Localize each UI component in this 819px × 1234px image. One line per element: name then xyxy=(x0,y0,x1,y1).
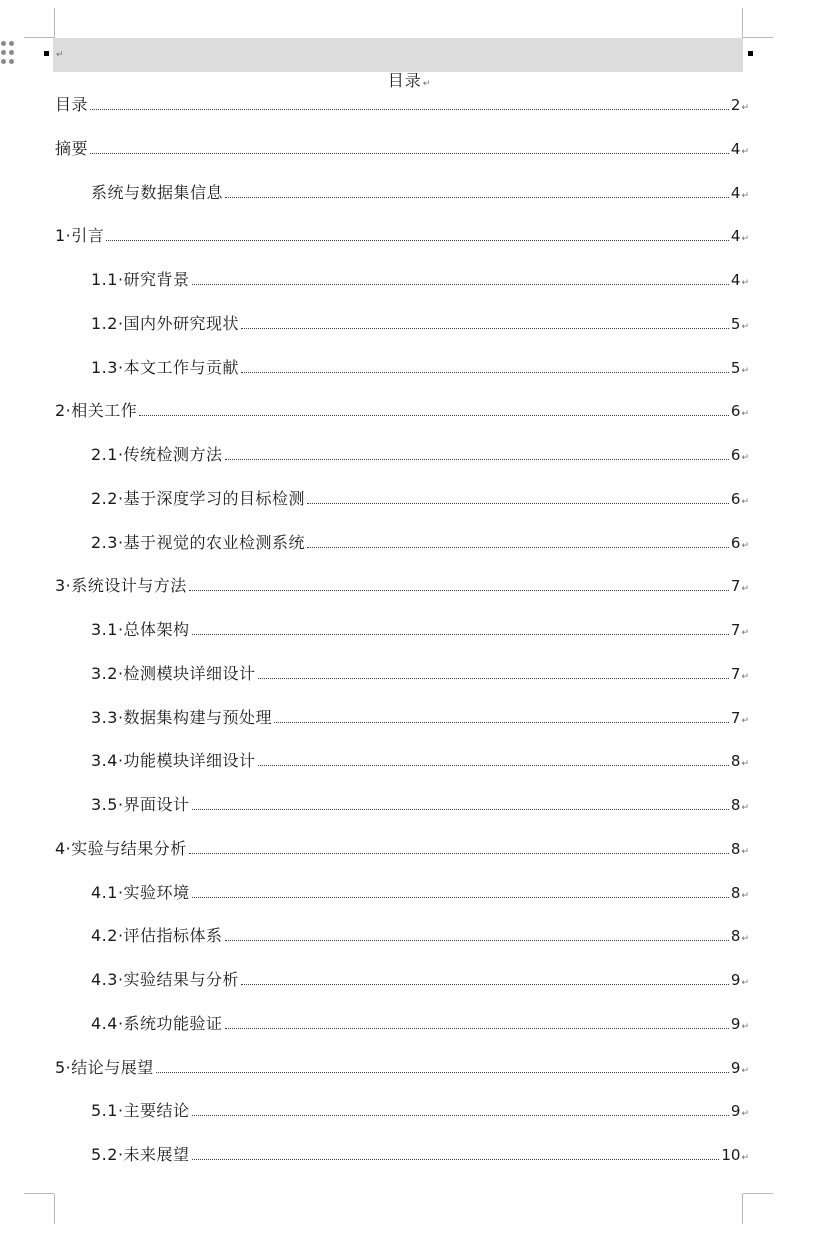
toc-entry[interactable] xyxy=(91,663,749,685)
toc-dot-leader xyxy=(225,197,729,198)
toc-entry-text: 3.5·界面设计 xyxy=(91,795,190,814)
paragraph-mark-icon: ↵ xyxy=(741,846,749,857)
crop-mark-top-left-v xyxy=(54,8,55,38)
toc-dot-leader xyxy=(225,459,729,460)
drag-handle-icon[interactable] xyxy=(0,38,15,73)
toc-entry-text: 3.1·总体架构 xyxy=(91,620,190,639)
toc-title xyxy=(0,70,819,95)
paragraph-mark-icon: ↵ xyxy=(741,759,749,770)
toc-entry[interactable] xyxy=(91,969,749,991)
crop-mark-bottom-left-h xyxy=(24,1193,54,1194)
toc-page-number: 6 xyxy=(730,533,741,552)
toc-page-number: 4 xyxy=(730,271,741,289)
toc-entry[interactable] xyxy=(91,269,749,291)
toc-entry-text: 5.1·主要结论 xyxy=(91,1101,190,1121)
toc-entry-text: 1.2·国内外研究现状 xyxy=(91,313,240,333)
toc-entry[interactable] xyxy=(91,707,749,729)
toc-entry-text: 1·引言 xyxy=(55,226,105,246)
toc-entry-text: 3.4·功能模块详细设计 xyxy=(91,751,256,771)
toc-entry[interactable] xyxy=(91,619,749,641)
toc-entry[interactable] xyxy=(91,1144,749,1166)
toc-entry-text: 系统与数据集信息 xyxy=(91,182,224,202)
toc-entry[interactable] xyxy=(91,313,749,335)
toc-page-number: 9 xyxy=(730,1014,741,1033)
toc-entry-text: 1.1·研究背景 xyxy=(91,270,190,289)
paragraph-mark-icon: ↵ xyxy=(56,50,64,60)
toc-dot-leader xyxy=(241,328,729,329)
toc-dot-leader xyxy=(192,1115,729,1116)
toc-entry[interactable] xyxy=(91,182,749,204)
toc-entry[interactable] xyxy=(55,838,749,860)
toc-entry[interactable] xyxy=(55,225,749,247)
toc-page-number: 6 xyxy=(730,489,741,508)
toc-dot-leader xyxy=(156,1072,729,1073)
crop-mark-bottom-left-v xyxy=(54,1194,55,1224)
paragraph-mark-icon: ↵ xyxy=(422,79,432,89)
toc-entry-text: 3.3·数据集构建与预处理 xyxy=(91,707,273,727)
toc-dot-leader xyxy=(225,940,729,941)
toc-dot-leader xyxy=(192,897,729,898)
paragraph-mark-icon: ↵ xyxy=(741,1153,749,1163)
paragraph-mark-icon: ↵ xyxy=(741,278,749,288)
toc-entry[interactable] xyxy=(91,925,749,947)
toc-page-number: 10 xyxy=(721,1146,741,1164)
toc-page-number: 7 xyxy=(730,621,741,639)
toc-dot-leader xyxy=(192,634,729,635)
toc-entry[interactable] xyxy=(91,488,749,510)
toc-page-number: 4 xyxy=(730,227,741,246)
selection-handle-right[interactable] xyxy=(748,51,753,56)
paragraph-mark-icon: ↵ xyxy=(741,934,749,945)
toc-entry-text: 2.3·基于视觉的农业检测系统 xyxy=(91,532,306,552)
paragraph-mark-icon: ↵ xyxy=(741,234,749,245)
toc-entry[interactable] xyxy=(91,444,749,466)
toc-entry[interactable] xyxy=(55,575,749,597)
toc-entry-text: 3.2·检测模块详细设计 xyxy=(91,663,256,683)
toc-dot-leader xyxy=(192,809,729,810)
toc-entry[interactable] xyxy=(55,1057,749,1079)
toc-dot-leader xyxy=(189,853,729,854)
paragraph-mark-icon: ↵ xyxy=(741,365,749,376)
toc-entry[interactable] xyxy=(91,357,749,379)
toc-entry-text: 2.1·传统检测方法 xyxy=(91,445,223,464)
crop-mark-top-right-h xyxy=(743,37,773,38)
toc-entry-text: 2·相关工作 xyxy=(55,401,138,421)
toc-dot-leader xyxy=(225,1028,729,1029)
paragraph-mark-icon: ↵ xyxy=(741,715,749,726)
paragraph-mark-icon: ↵ xyxy=(741,628,749,638)
toc-entry[interactable] xyxy=(55,94,749,116)
toc-page-number: 8 xyxy=(730,839,741,858)
paragraph-mark-icon: ↵ xyxy=(741,496,749,507)
paragraph-mark-icon: ↵ xyxy=(741,978,749,988)
toc-page-number: 7 xyxy=(730,708,741,727)
toc-dot-leader xyxy=(90,153,729,154)
paragraph-mark-icon: ↵ xyxy=(741,321,749,332)
toc-dot-leader xyxy=(192,284,729,285)
toc-entry-text: 4·实验与结果分析 xyxy=(55,838,187,858)
toc-entry-text: 4.4·系统功能验证 xyxy=(91,1013,223,1033)
paragraph-mark-icon: ↵ xyxy=(741,584,749,595)
crop-mark-top-right-v xyxy=(742,8,743,38)
toc-page-number: 9 xyxy=(730,1058,741,1077)
toc-page-number: 4 xyxy=(730,183,741,202)
toc-entry-text: 4.2·评估指标体系 xyxy=(91,926,223,946)
toc-entry[interactable] xyxy=(91,794,749,816)
toc-dot-leader xyxy=(258,678,729,679)
toc-entry-text: 目录 xyxy=(55,95,89,114)
toc-dot-leader xyxy=(258,765,729,766)
paragraph-mark-icon: ↵ xyxy=(741,803,749,813)
toc-page-number: 7 xyxy=(730,577,741,596)
toc-dot-leader xyxy=(307,547,729,548)
toc-entry-text: 4.3·实验结果与分析 xyxy=(91,970,240,989)
paragraph-mark-icon: ↵ xyxy=(741,890,749,901)
paragraph-mark-icon: ↵ xyxy=(741,1021,749,1032)
toc-page-number: 8 xyxy=(730,883,741,902)
toc-entry-text: 4.1·实验环境 xyxy=(91,882,190,902)
selection-handle-left[interactable] xyxy=(44,51,49,56)
paragraph-mark-icon: ↵ xyxy=(741,409,749,420)
toc-entry-text: 1.3·本文工作与贡献 xyxy=(91,357,240,377)
toc-title-text: 目录 xyxy=(387,71,422,90)
toc-page-number: 4 xyxy=(730,139,741,158)
toc-entry[interactable] xyxy=(91,882,749,904)
header-region[interactable] xyxy=(53,38,743,72)
toc-dot-leader xyxy=(241,372,729,373)
paragraph-mark-icon: ↵ xyxy=(741,1065,749,1076)
paragraph-mark-icon: ↵ xyxy=(741,453,749,463)
toc-page-number: 9 xyxy=(730,971,741,989)
crop-mark-bottom-right-h xyxy=(743,1193,773,1194)
toc-dot-leader xyxy=(192,1159,720,1160)
toc-page-number: 6 xyxy=(730,402,741,421)
toc-entry[interactable] xyxy=(55,138,749,160)
toc-entry-text: 5·结论与展望 xyxy=(55,1057,154,1077)
toc-entry[interactable] xyxy=(91,750,749,772)
toc-dot-leader xyxy=(241,984,729,985)
paragraph-mark-icon: ↵ xyxy=(741,671,749,682)
toc-page-number: 2 xyxy=(730,96,741,114)
toc-dot-leader xyxy=(90,109,729,110)
crop-mark-bottom-right-v xyxy=(742,1194,743,1224)
toc-page-number: 7 xyxy=(730,664,741,683)
toc-dot-leader xyxy=(139,415,729,416)
toc-entry[interactable] xyxy=(91,1013,749,1035)
toc-page-number: 8 xyxy=(730,752,741,771)
toc-page-number: 9 xyxy=(730,1102,741,1121)
toc-entry-text: 2.2·基于深度学习的目标检测 xyxy=(91,488,306,508)
toc-entry-text: 摘要 xyxy=(55,138,89,158)
paragraph-mark-icon: ↵ xyxy=(741,146,749,157)
toc-dot-leader xyxy=(189,590,729,591)
toc-dot-leader xyxy=(106,240,729,241)
crop-mark-top-left-h xyxy=(24,37,54,38)
toc-page-number: 8 xyxy=(730,927,741,946)
toc-page-number: 6 xyxy=(730,446,741,464)
toc-entry-text: 5.2·未来展望 xyxy=(91,1145,190,1164)
toc-page-number: 5 xyxy=(730,358,741,377)
toc-page-number: 8 xyxy=(730,796,741,814)
toc-dot-leader xyxy=(274,722,729,723)
paragraph-mark-icon: ↵ xyxy=(741,103,749,113)
toc-page-number: 5 xyxy=(730,314,741,333)
toc-entry[interactable] xyxy=(55,400,749,422)
toc-dot-leader xyxy=(307,503,729,504)
paragraph-mark-icon: ↵ xyxy=(741,540,749,551)
paragraph-mark-icon: ↵ xyxy=(741,190,749,201)
toc-entry-text: 3·系统设计与方法 xyxy=(55,576,187,596)
toc-entry[interactable] xyxy=(91,532,749,554)
paragraph-mark-icon: ↵ xyxy=(741,1109,749,1120)
toc-entry[interactable] xyxy=(91,1100,749,1122)
